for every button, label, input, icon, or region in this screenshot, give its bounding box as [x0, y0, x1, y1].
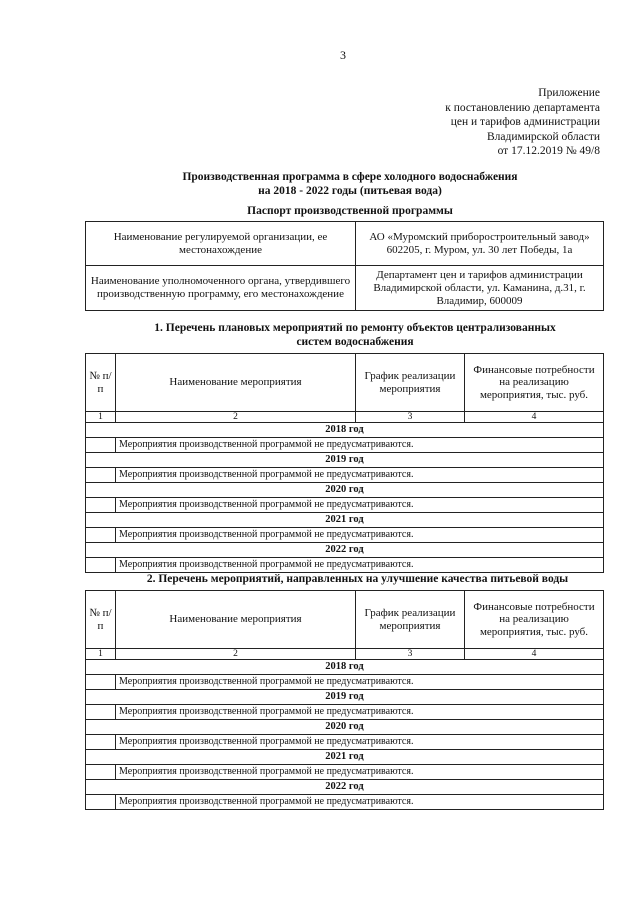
column-number: 2: [116, 649, 356, 660]
no-events-note: Мероприятия производственной программой не предусматриваются.: [116, 438, 604, 453]
appendix-line: от 17.12.2019 № 49/8: [497, 145, 600, 157]
appendix-block: [400, 86, 600, 159]
header-number: № п/п: [86, 354, 116, 412]
table-row: [86, 795, 604, 810]
table-row: [86, 765, 604, 780]
passport-label: Наименование регулируемой организации, ее местонахождение: [86, 222, 356, 266]
year-row: [86, 543, 604, 558]
table-header-row: [86, 591, 604, 649]
year-label: 2022 год: [86, 543, 604, 558]
header-number: № п/п: [86, 591, 116, 649]
year-label: 2022 год: [86, 780, 604, 795]
column-number-row: [86, 649, 604, 660]
appendix-line: цен и тарифов администрации: [450, 116, 600, 128]
section-1-title: [95, 321, 615, 349]
passport-value: [356, 222, 604, 266]
year-row: [86, 690, 604, 705]
no-events-note: Мероприятия производственной программой не предусматриваются.: [116, 735, 604, 750]
year-label: 2019 год: [86, 453, 604, 468]
section-2-title: 2. Перечень мероприятий, направленных на улучшение качества питьевой воды: [146, 573, 569, 585]
column-number: 4: [465, 412, 604, 423]
passport-table: [85, 221, 604, 311]
passport-value: Департамент цен и тарифов администрации Владимирской области, ул. Каманина, д.31, г. Владимир, 600009: [356, 266, 604, 311]
table-row: [86, 528, 604, 543]
appendix-line: Владимирской области: [486, 130, 600, 143]
document-title-line: на 2018 - 2022 годы (питьевая вода): [258, 185, 442, 197]
document-title-line: Производственная программа в сфере холодного водоснабжения: [182, 171, 518, 183]
column-number: 4: [465, 649, 604, 660]
year-label: 2021 год: [86, 750, 604, 765]
column-number: 3: [356, 649, 465, 660]
passport-row: [86, 222, 604, 266]
table-row: [86, 735, 604, 750]
page-number: 3: [340, 48, 346, 62]
passport-value-line: АО «Муромский приборостроительный завод»: [369, 230, 590, 243]
year-row: [86, 720, 604, 735]
year-row: [86, 453, 604, 468]
section-1-title-line: систем водоснабжения: [296, 336, 414, 348]
table-row: [86, 675, 604, 690]
appendix-line: к постановлению департамента: [445, 101, 600, 114]
year-row: [86, 780, 604, 795]
column-number: 2: [116, 412, 356, 423]
year-label: 2020 год: [86, 720, 604, 735]
header-name: Наименование мероприятия: [116, 591, 356, 649]
no-events-note: Мероприятия производственной программой не предусматриваются.: [116, 765, 604, 780]
no-events-note: Мероприятия производственной программой не предусматриваются.: [116, 498, 604, 513]
header-finance: Финансовые потребности на реализацию мероприятия, тыс. руб.: [465, 354, 604, 412]
table-row: [86, 705, 604, 720]
document-title: [100, 170, 600, 198]
passport-value-line: 602205, г. Муром, ул. 30 лет Победы, 1а: [386, 243, 573, 256]
table-row: [86, 468, 604, 483]
year-label: 2020 год: [86, 483, 604, 498]
water-quality-events-table: [85, 590, 604, 810]
table-header-row: [86, 354, 604, 412]
year-label: 2018 год: [86, 660, 604, 675]
passport-title: Паспорт производственной программы: [247, 205, 453, 217]
year-row: [86, 423, 604, 438]
repair-events-table: [85, 353, 604, 573]
no-events-note: Мероприятия производственной программой не предусматриваются.: [116, 675, 604, 690]
column-number: 1: [86, 412, 116, 423]
no-events-note: Мероприятия производственной программой не предусматриваются.: [116, 795, 604, 810]
appendix-line: Приложение: [538, 87, 600, 99]
year-label: 2021 год: [86, 513, 604, 528]
table-row: [86, 498, 604, 513]
no-events-note: Мероприятия производственной программой не предусматриваются.: [116, 705, 604, 720]
table-row: [86, 558, 604, 573]
header-schedule: График реализации мероприятия: [356, 354, 465, 412]
header-name: Наименование мероприятия: [116, 354, 356, 412]
year-row: [86, 750, 604, 765]
no-events-note: Мероприятия производственной программой не предусматриваются.: [116, 558, 604, 573]
year-row: [86, 483, 604, 498]
year-label: 2018 год: [86, 423, 604, 438]
header-finance: Финансовые потребности на реализацию мероприятия, тыс. руб.: [465, 591, 604, 649]
column-number: 3: [356, 412, 465, 423]
passport-label: Наименование уполномоченного органа, утвердившего производственную программу, его местонахождение: [86, 266, 356, 311]
header-schedule: График реализации мероприятия: [356, 591, 465, 649]
table-row: [86, 438, 604, 453]
year-row: [86, 513, 604, 528]
section-1-title-line: 1. Перечень плановых мероприятий по ремонту объектов централизованных: [154, 322, 556, 334]
column-number-row: [86, 412, 604, 423]
year-row: [86, 660, 604, 675]
passport-row: [86, 266, 604, 311]
no-events-note: Мероприятия производственной программой не предусматриваются.: [116, 468, 604, 483]
column-number: 1: [86, 649, 116, 660]
no-events-note: Мероприятия производственной программой не предусматриваются.: [116, 528, 604, 543]
year-label: 2019 год: [86, 690, 604, 705]
